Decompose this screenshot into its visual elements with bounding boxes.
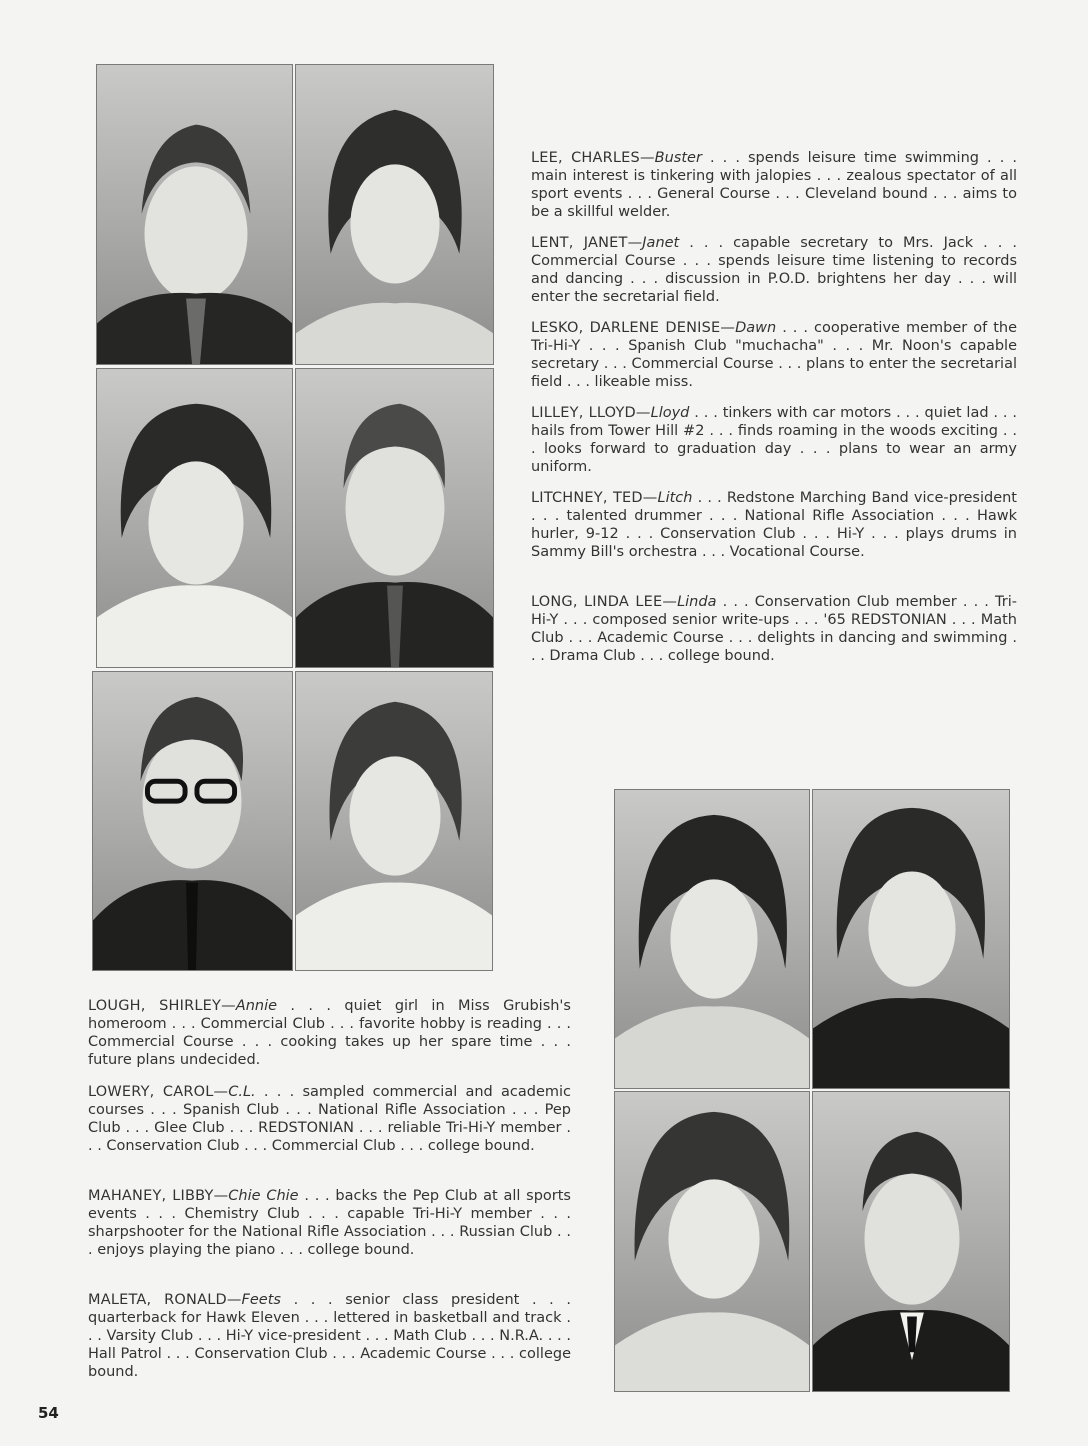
bio-text: . . . senior class president . . . quarterback for Hawk Eleven . . . lettered in basketball and track . . . Varsity Club . . . Hi-Y vice-president . . . Math Club . . . N.R.A. . . . Hall Patrol . . . Conservation Club . . . Academic Course . . . college bound. [88,1292,571,1380]
photo-linda-long [295,671,493,971]
student-name: LOWERY, CAROL— [88,1084,229,1100]
student-nickname: Feets [241,1292,281,1308]
bio-carol-lowery [88,1083,571,1155]
student-nickname: Dawn [735,320,777,336]
bio-libby-mahaney [88,1187,571,1259]
student-name: LENT, JANET— [531,235,643,251]
student-name: LEE, CHARLES— [531,150,655,166]
bio-janet-lent [531,234,1017,306]
photo-libby-mahaney [614,1091,810,1392]
bio-text: . . . Conservation Club member . . . Tri-Hi-Y . . . composed senior write-ups . . . '65 REDSTONIAN . . . Math Club . . . Academic Course . . . delights in dancing and swimming . . . Drama Club . . . college bound. [531,594,1017,664]
bio-text: . . . Redstone Marching Band vice-president . . . talented drummer . . . National Rifle Association . . . Hawk hurler, 9-12 . . . Conservation Club . . . Hi-Y . . . plays drums in Sammy Bill's orchestra . . . Vocational Course. [531,490,1017,560]
student-name: LITCHNEY, TED— [531,490,658,506]
photo-shirley-lough [614,789,810,1089]
bio-text: . . . quiet girl in Miss Grubish's homeroom . . . Commercial Club . . . favorite hobby is reading . . . Commercial Course . . . cooking takes up her spare time . . . future plans undecided. [88,998,571,1068]
bio-charles-lee [531,149,1017,221]
bio-text: . . . tinkers with car motors . . . quiet lad . . . hails from Tower Hill #2 . . . finds roaming in the woods exciting . . . looks forward to graduation day . . . plans to wear an army uniform. [531,405,1017,475]
portrait-silhouette [615,790,809,1088]
student-name: LESKO, DARLENE DENISE— [531,320,736,336]
student-name: MALETA, RONALD— [88,1292,242,1308]
student-name: LILLEY, LLOYD— [531,405,651,421]
student-nickname: C.L. [228,1084,256,1100]
student-name: LONG, LINDA LEE— [531,594,678,610]
bio-text: . . . capable secretary to Mrs. Jack . . . Commercial Course . . . spends leisure time listening to records and dancing . . . discussion in P.O.D. brightens her day . . . will enter the secretarial field. [531,235,1017,305]
photo-janet-lent [295,64,494,365]
portrait-silhouette [97,65,292,364]
photo-ronald-maleta [812,1091,1010,1392]
student-nickname: Litch [657,490,693,506]
portrait-silhouette [615,1092,809,1391]
student-nickname: Buster [654,150,702,166]
page-number: 54 [38,1404,59,1422]
student-name: LOUGH, SHIRLEY— [88,998,236,1014]
portrait-silhouette [296,65,493,364]
student-nickname: Linda [677,594,717,610]
student-name: MAHANEY, LIBBY— [88,1188,229,1204]
photo-ted-litchney [92,671,293,971]
bio-text: . . . cooperative member of the Tri-Hi-Y . . . Spanish Club "muchacha" . . . Mr. Noon's capable secretary . . . Commercial Course . . . plans to enter the secretarial field . . . likeable miss. [531,320,1017,390]
portrait-silhouette [813,1092,1009,1391]
bio-text: . . . spends leisure time swimming . . . main interest is tinkering with jalopies . . . zealous spectator of all sport events . . . General Course . . . Cleveland bound . . . aims to be a skillful welder. [531,150,1017,220]
student-nickname: Chie Chie [228,1188,299,1204]
bio-darlene-lesko [531,319,1017,391]
bio-ted-litchney [531,489,1017,561]
photo-carol-lowery [812,789,1010,1089]
portrait-silhouette [813,790,1009,1088]
photo-lloyd-lilley [295,368,494,668]
bio-text: . . . backs the Pep Club at all sports events . . . Chemistry Club . . . capable Tri-Hi-Y member . . . sharpshooter for the National Rifle Association . . . Russian Club . . . enjoys playing the piano . . . college bound. [88,1188,571,1258]
photo-charles-lee [96,64,293,365]
bio-text: . . . sampled commercial and academic courses . . . Spanish Club . . . National Rifle Association . . . Pep Club . . . Glee Club . . . REDSTONIAN . . . reliable Tri-Hi-Y member . . . Conservation Club . . . Commercial Club . . . college bound. [88,1084,572,1154]
bio-shirley-lough [88,997,571,1069]
portrait-silhouette [97,369,292,667]
bio-ronald-maleta [88,1291,571,1381]
student-nickname: Lloyd [650,405,690,421]
bio-linda-long [531,593,1017,665]
student-nickname: Annie [235,998,278,1014]
bio-lloyd-lilley [531,404,1017,476]
portrait-silhouette [296,369,493,667]
photo-darlene-lesko [96,368,293,668]
student-nickname: Janet [642,235,680,251]
portrait-silhouette [93,672,292,970]
portrait-silhouette [296,672,492,970]
